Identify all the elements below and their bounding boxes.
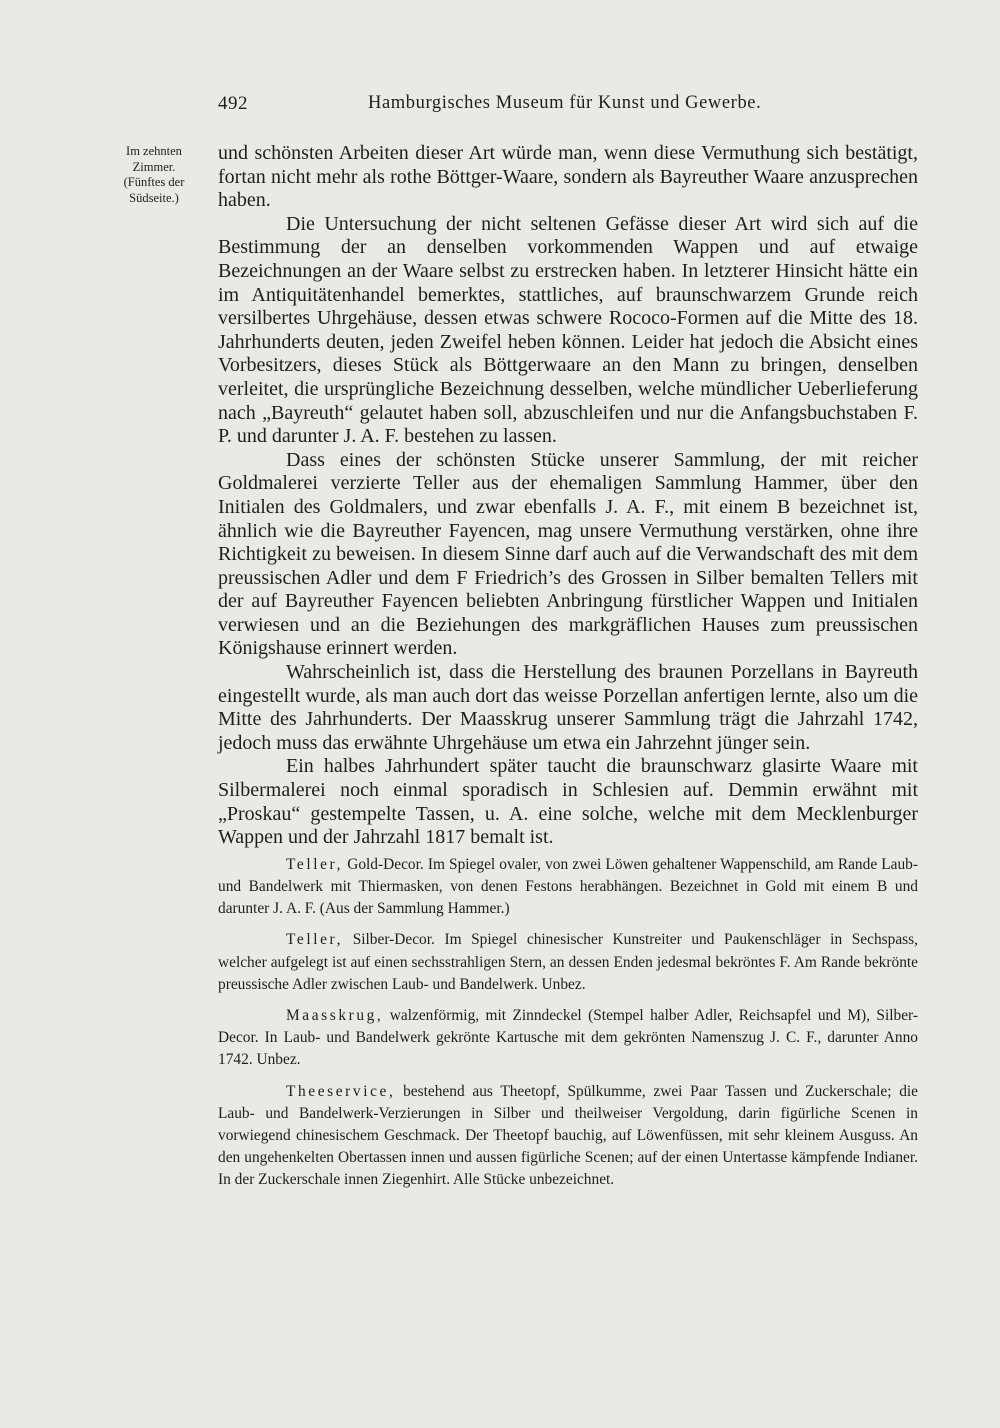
body-text xyxy=(218,142,918,1192)
running-title: Hamburgisches Museum für Kunst und Gewerbe. xyxy=(368,93,762,113)
page-number: 492 xyxy=(218,93,248,114)
catalog-entry-term: Maasskrug, xyxy=(286,1007,384,1025)
margin-note-line: Im zehnten xyxy=(126,144,182,158)
margin-note-line: Zimmer. xyxy=(132,159,176,174)
catalog-entries xyxy=(218,854,918,1192)
paragraph: Dass eines der schönsten Stücke unserer Sammlung, der mit reicher Goldmalerei verzierte Teller aus der ehemaligen Sammlung Hammer, über den Initialen des Goldmalers, und zwar ebenfalls J. A. F., mit einem B bezeichnet ist, ähnlich wie die Bayreuther Fayencen, mag unsere Vermuthung verstärken, ohne ihre Richtigkeit zu beweisen. In diesem Sinne darf auch auf die Verwandschaft des mit dem preussischen Adler und dem F Friedrich’s des Grossen in Silber bemalten Tellers mit der auf Bayreuther Fayencen beliebten Anbringung fürstlicher Wappen und Initialen verwiesen und an die Beziehungen des markgräflichen Hauses zum preussischen Königshause erinnert werden. xyxy=(218,448,918,660)
paragraph: Ein halbes Jahrhundert später taucht die braunschwarz glasirte Waare mit Silbermalerei noch einmal sporadisch in Schlesien auf. Demmin erwähnt mit „Proskau“ gestempelte Tassen, u. A. eine solche, welche mit dem Mecklenburger Wappen und der Jahrzahl 1817 bemalt ist. xyxy=(218,755,918,849)
paragraph: und schönsten Arbeiten dieser Art würde man, wenn diese Vermuthung sich bestätigt, fortan nicht mehr als rothe Böttger-Waare, sondern als Bayreuther Waare anzusprechen haben. xyxy=(218,142,918,212)
margin-note-line: (Fünftes der xyxy=(123,175,185,189)
main-text xyxy=(218,142,918,850)
page-header xyxy=(218,93,918,119)
paragraph: Die Untersuchung der nicht seltenen Gefässe dieser Art wird sich auf die Bestimmung der an denselben vorkommenden Wappen und auf etwaige Bezeichnungen an der Waare selbst zu erstrecken haben. In letzterer Hinsicht hätte ein im Antiquitätenhandel bemerktes, stattliches, auf braunschwarzem Grunde reich versilbertes Uhrgehäuse, dessen etwas schwere Rococo-Formen auf die Mitte des 18. Jahrhunderts deuten, jeden Zweifel heben können. Leider hat jedoch die Absicht eines Vorbesitzers, dieses Stück als Böttgerwaare an den Mann zu bringen, denselben verleitet, die ursprüngliche Bezeichnung desselben, welche mündlicher Ueberlieferung nach „Bayreuth“ gelautet haben soll, abzuschleifen und nur die Anfangsbuchstaben F. P. und darunter J. A. F. bestehen zu lassen. xyxy=(218,212,918,448)
catalog-entry-term: Teller, xyxy=(286,931,344,949)
catalog-entry-text: walzenförmig, mit Zinndeckel (Stempel halber Adler, Reichsapfel und M), Silber-Decor. In Laub- und Bandelwerk gekrönte Kartusche mit dem gekrönten Namenszug J. C. F., darunter Anno 1742. Unbez. xyxy=(218,1007,918,1069)
catalog-entry-text: Gold-Decor. Im Spiegel ovaler, von zwei Löwen gehaltener Wappenschild, am Rande Laub- und Bandelwerk mit Thiermasken, von denen Festons herabhängen. Bezeichnet in Gold mit einem B und darunter J. A. F. (Aus der Sammlung Hammer.) xyxy=(218,855,918,918)
catalog-entry xyxy=(218,1005,918,1072)
margin-note xyxy=(108,144,200,206)
catalog-entry xyxy=(218,929,918,996)
paragraph: Wahrscheinlich ist, dass die Herstellung des braunen Porzellans in Bayreuth eingestellt wurde, als man auch dort das weisse Porzellan anfertigen lernte, also um die Mitte des Jahrhunderts. Der Maasskrug unserer Sammlung trägt die Jahrzahl 1742, jedoch muss das erwähnte Uhrgehäuse um etwa ein Jahrzehnt jünger sein. xyxy=(218,661,918,754)
catalog-entry-term: Teller, xyxy=(286,855,344,873)
catalog-entry xyxy=(218,1081,918,1192)
catalog-entry-text: Silber-Decor. Im Spiegel chinesischer Kunstreiter und Paukenschläger in Sechspass, welcher aufgelegt ist auf einen sechsstrahligen Stern, an dessen Enden jedesmal bekröntes F. Am Rande bekrönte preussische Adler zwischen Laub- und Bandelwerk. Unbez. xyxy=(218,931,918,993)
catalog-entry-text: bestehend aus Theetopf, Spülkumme, zwei Paar Tassen und Zuckerschale; die Laub- und Bandelwerk-Verzierungen in Silber und theilweiser Vergoldung, darin figürliche Scenen in vorwiegend chinesischem Geschmack. Der Theetopf bauchig, auf Löwenfüssen, mit sehr kleinem Ausguss. An den ungehenkelten Obertassen innen und aussen figürliche Scenen; auf der einen Untertasse kämpfende Indianer. In der Zuckerschale innen Ziegenhirt. Alle Stücke unbezeichnet. xyxy=(218,1082,918,1189)
catalog-entry-term: Theeservice, xyxy=(286,1082,396,1100)
margin-note-line: Südseite.) xyxy=(129,190,179,205)
catalog-entry xyxy=(218,854,918,921)
